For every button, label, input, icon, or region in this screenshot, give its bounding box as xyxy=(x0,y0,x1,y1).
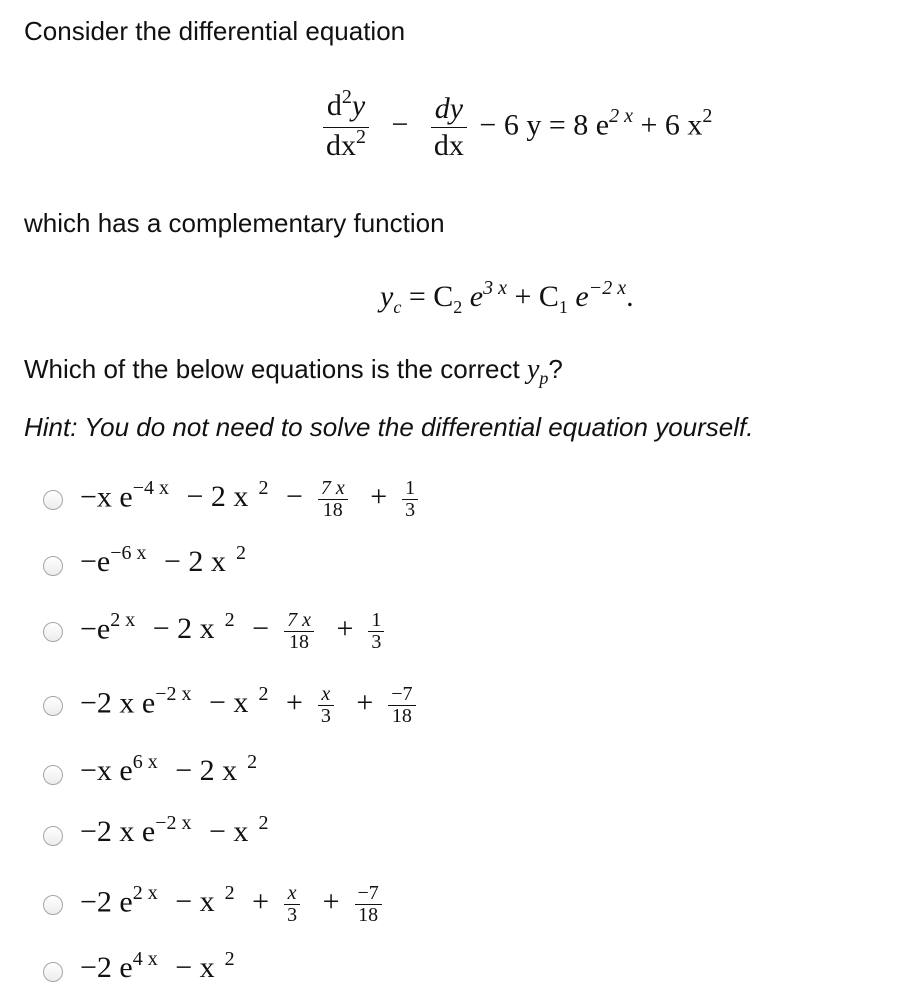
option-label[interactable]: −2 $e^{2 x} - x$ $^2$ + $\frac{x}{3}$ + $\frac{-7}{18}$ xyxy=(80,883,387,926)
intro-text: Consider the differential equation xyxy=(24,16,406,46)
fraction: $\frac{7 x}{18}$ xyxy=(284,610,314,653)
option-radio[interactable] xyxy=(43,696,63,716)
first-derivative: $\frac{dy}{dx}$ xyxy=(431,91,467,164)
option-label[interactable]: −x $e^{-4 x} - 2$ x $^2$ − $\frac{7 x}{18}$ + $\frac{1}{3}$ xyxy=(80,478,423,521)
fraction: $\frac{7 x}{18}$ xyxy=(318,478,348,521)
fraction: $\frac{1}{3}$ xyxy=(402,478,418,521)
fraction: $\frac{-7}{18}$ xyxy=(388,684,415,727)
option-radio[interactable] xyxy=(43,556,63,576)
fraction: $\frac{x}{3}$ xyxy=(318,684,334,727)
complementary-function: $y_c = C_2$ $e^{3 x} + C_1$ $e^{-2 x}$. xyxy=(380,277,634,317)
complementary-text: which has a complementary function xyxy=(24,208,445,238)
option-radio[interactable] xyxy=(43,962,63,982)
option-radio[interactable] xyxy=(43,826,63,846)
second-derivative: $\frac{d^2y}{dx^2}$ xyxy=(323,88,369,167)
hint-text: Hint: You do not need to solve the differential equation yourself. xyxy=(24,412,754,442)
option-label[interactable]: −2 x $e^{-2 x} - x$ $^2$ xyxy=(80,812,269,848)
option-radio[interactable] xyxy=(43,622,63,642)
differential-equation: $\frac{d^2y}{dx^2}$ − $\frac{dy}{dx}$ − 6 y = 8 $e^{2 x} + 6$ $x^2$ xyxy=(318,88,712,167)
option-label[interactable]: −x $e^{6 x} - 2$ x $^2$ xyxy=(80,751,258,787)
option-label[interactable]: $-e^{2 x} - 2$ x $^2$ − $\frac{7 x}{18}$ + $\frac{1}{3}$ xyxy=(80,610,389,653)
fraction: $\frac{1}{3}$ xyxy=(368,610,384,653)
option-radio[interactable] xyxy=(43,765,63,785)
fraction: $\frac{x}{3}$ xyxy=(284,883,300,926)
option-label[interactable]: $-e^{-6 x} - 2$ x $^2$ xyxy=(80,542,246,578)
option-radio[interactable] xyxy=(43,490,63,510)
option-label[interactable]: −2 x $e^{-2 x} - x$ $^2$ + $\frac{x}{3}$ + $\frac{-7}{18}$ xyxy=(80,684,421,727)
fraction: $\frac{-7}{18}$ xyxy=(355,883,382,926)
option-label[interactable]: −2 $e^{4 x} - x$ $^2$ xyxy=(80,948,235,984)
prompt-text: Which of the below equations is the correct $y_p$? xyxy=(24,354,563,388)
option-radio[interactable] xyxy=(43,895,63,915)
